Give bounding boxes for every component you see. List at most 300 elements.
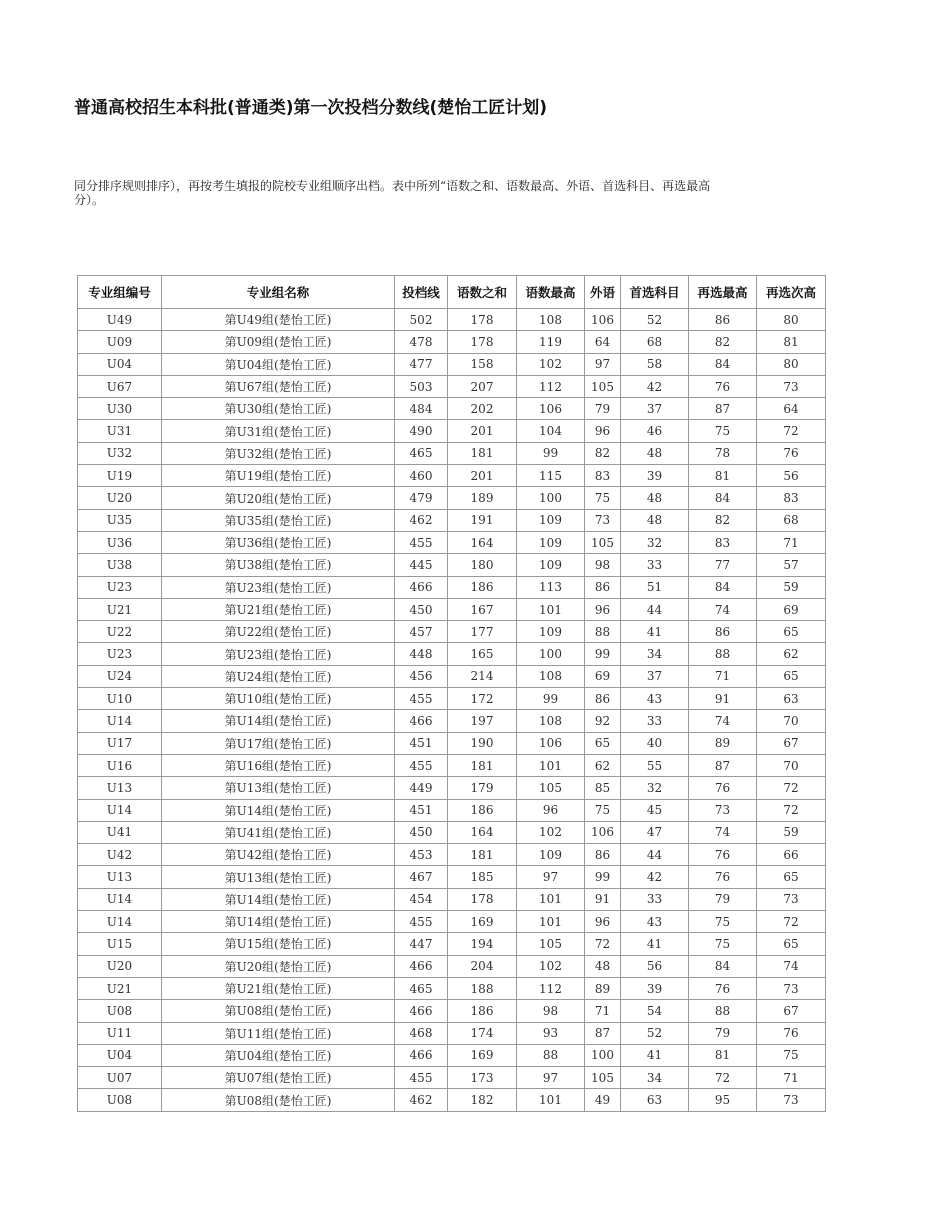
- cell-elective-highest: 73: [689, 799, 757, 821]
- cell-group-name: 第U67组(楚怡工匠): [162, 375, 395, 397]
- cell-group-code: U14: [78, 888, 162, 910]
- cell-foreign-language: 92: [585, 710, 621, 732]
- table-row: [78, 955, 826, 977]
- column-header-chinese-math-max: 语数最高: [517, 276, 585, 309]
- cell-cutoff: 466: [395, 955, 448, 977]
- cell-cutoff: 460: [395, 465, 448, 487]
- cell-elective-second: 68: [757, 509, 826, 531]
- column-header-cutoff: 投档线: [395, 276, 448, 309]
- cell-chinese-math-sum: 202: [448, 398, 517, 420]
- table-row: [78, 398, 826, 420]
- cell-elective-highest: 74: [689, 821, 757, 843]
- cell-group-name: 第U21组(楚怡工匠): [162, 977, 395, 999]
- cell-group-name: 第U38组(楚怡工匠): [162, 554, 395, 576]
- cell-primary-subject: 45: [621, 799, 689, 821]
- cell-cutoff: 465: [395, 977, 448, 999]
- cell-elective-highest: 87: [689, 754, 757, 776]
- cell-foreign-language: 64: [585, 331, 621, 353]
- cell-chinese-math-sum: 177: [448, 621, 517, 643]
- cell-group-code: U21: [78, 977, 162, 999]
- cell-elective-second: 70: [757, 754, 826, 776]
- cell-cutoff: 484: [395, 398, 448, 420]
- cell-cutoff: 490: [395, 420, 448, 442]
- cell-group-code: U21: [78, 598, 162, 620]
- cell-elective-highest: 76: [689, 375, 757, 397]
- cell-group-code: U07: [78, 1067, 162, 1089]
- cell-chinese-math-max: 106: [517, 398, 585, 420]
- cell-chinese-math-sum: 165: [448, 643, 517, 665]
- cell-chinese-math-max: 101: [517, 911, 585, 933]
- cell-group-name: 第U14组(楚怡工匠): [162, 911, 395, 933]
- cell-cutoff: 456: [395, 665, 448, 687]
- cell-primary-subject: 48: [621, 442, 689, 464]
- cell-chinese-math-max: 106: [517, 732, 585, 754]
- cell-foreign-language: 71: [585, 1000, 621, 1022]
- cell-group-code: U10: [78, 688, 162, 710]
- cell-chinese-math-sum: 178: [448, 309, 517, 331]
- cell-foreign-language: 91: [585, 888, 621, 910]
- cell-cutoff: 479: [395, 487, 448, 509]
- cell-group-code: U42: [78, 844, 162, 866]
- note-line: 同分排序规则排序），再按考生填报的院校专业组顺序出档。表中所列“语数之和、语数最高、外语、首选科目、再选最高: [74, 179, 711, 193]
- cell-group-code: U15: [78, 933, 162, 955]
- cell-chinese-math-max: 119: [517, 331, 585, 353]
- cell-chinese-math-max: 105: [517, 933, 585, 955]
- cell-foreign-language: 65: [585, 732, 621, 754]
- cell-chinese-math-max: 108: [517, 710, 585, 732]
- cell-elective-highest: 75: [689, 420, 757, 442]
- cell-elective-highest: 74: [689, 710, 757, 732]
- cell-chinese-math-max: 109: [517, 844, 585, 866]
- cell-foreign-language: 48: [585, 955, 621, 977]
- cell-cutoff: 466: [395, 1044, 448, 1066]
- cell-primary-subject: 34: [621, 643, 689, 665]
- table-row: [78, 509, 826, 531]
- cell-group-name: 第U15组(楚怡工匠): [162, 933, 395, 955]
- cell-chinese-math-max: 109: [517, 621, 585, 643]
- cell-primary-subject: 46: [621, 420, 689, 442]
- table-row: [78, 420, 826, 442]
- column-header-foreign-language: 外语: [585, 276, 621, 309]
- cell-primary-subject: 55: [621, 754, 689, 776]
- cell-primary-subject: 43: [621, 688, 689, 710]
- table-row: [78, 531, 826, 553]
- cell-elective-highest: 89: [689, 732, 757, 754]
- cell-group-code: U13: [78, 866, 162, 888]
- cell-group-name: 第U08组(楚怡工匠): [162, 1089, 395, 1111]
- cell-cutoff: 467: [395, 866, 448, 888]
- cell-elective-highest: 95: [689, 1089, 757, 1111]
- column-header-primary-subject: 首选科目: [621, 276, 689, 309]
- cell-chinese-math-sum: 180: [448, 554, 517, 576]
- cell-primary-subject: 41: [621, 1044, 689, 1066]
- cell-elective-second: 75: [757, 1044, 826, 1066]
- table-row: [78, 643, 826, 665]
- cell-elective-second: 56: [757, 465, 826, 487]
- cell-elective-second: 72: [757, 799, 826, 821]
- cell-foreign-language: 82: [585, 442, 621, 464]
- cell-chinese-math-sum: 178: [448, 888, 517, 910]
- table-row: [78, 933, 826, 955]
- cell-foreign-language: 88: [585, 621, 621, 643]
- cell-chinese-math-sum: 174: [448, 1022, 517, 1044]
- cell-primary-subject: 41: [621, 621, 689, 643]
- cell-primary-subject: 44: [621, 598, 689, 620]
- cell-elective-second: 72: [757, 911, 826, 933]
- table-row: [78, 353, 826, 375]
- cell-cutoff: 455: [395, 688, 448, 710]
- cell-primary-subject: 33: [621, 888, 689, 910]
- cell-group-code: U17: [78, 732, 162, 754]
- cell-chinese-math-sum: 186: [448, 1000, 517, 1022]
- cell-elective-second: 64: [757, 398, 826, 420]
- cell-elective-highest: 76: [689, 777, 757, 799]
- cell-group-code: U31: [78, 420, 162, 442]
- cell-group-name: 第U31组(楚怡工匠): [162, 420, 395, 442]
- table-row: [78, 1022, 826, 1044]
- cell-cutoff: 465: [395, 442, 448, 464]
- cell-group-name: 第U41组(楚怡工匠): [162, 821, 395, 843]
- cell-chinese-math-max: 105: [517, 777, 585, 799]
- cell-chinese-math-max: 101: [517, 598, 585, 620]
- cell-group-name: 第U17组(楚怡工匠): [162, 732, 395, 754]
- cell-group-name: 第U24组(楚怡工匠): [162, 665, 395, 687]
- cell-group-code: U23: [78, 576, 162, 598]
- cell-elective-second: 65: [757, 866, 826, 888]
- cell-group-name: 第U04组(楚怡工匠): [162, 353, 395, 375]
- table-row: [78, 866, 826, 888]
- cell-foreign-language: 73: [585, 509, 621, 531]
- cell-group-code: U36: [78, 531, 162, 553]
- cell-chinese-math-max: 88: [517, 1044, 585, 1066]
- cell-foreign-language: 83: [585, 465, 621, 487]
- cell-primary-subject: 51: [621, 576, 689, 598]
- cell-group-code: U08: [78, 1089, 162, 1111]
- cell-chinese-math-max: 113: [517, 576, 585, 598]
- cell-foreign-language: 62: [585, 754, 621, 776]
- cell-chinese-math-sum: 182: [448, 1089, 517, 1111]
- cell-chinese-math-sum: 186: [448, 576, 517, 598]
- cell-cutoff: 450: [395, 598, 448, 620]
- cell-elective-highest: 83: [689, 531, 757, 553]
- cell-chinese-math-sum: 186: [448, 799, 517, 821]
- cell-chinese-math-max: 102: [517, 353, 585, 375]
- cell-elective-highest: 86: [689, 621, 757, 643]
- cell-group-code: U22: [78, 621, 162, 643]
- cell-elective-second: 59: [757, 821, 826, 843]
- cell-group-name: 第U13组(楚怡工匠): [162, 777, 395, 799]
- cell-chinese-math-max: 108: [517, 665, 585, 687]
- cell-elective-highest: 88: [689, 1000, 757, 1022]
- column-header-elective-highest: 再选最高: [689, 276, 757, 309]
- cell-foreign-language: 96: [585, 420, 621, 442]
- cell-group-name: 第U14组(楚怡工匠): [162, 888, 395, 910]
- cell-primary-subject: 48: [621, 487, 689, 509]
- cell-primary-subject: 44: [621, 844, 689, 866]
- cell-group-code: U16: [78, 754, 162, 776]
- cell-group-code: U20: [78, 487, 162, 509]
- table-row: [78, 375, 826, 397]
- cell-cutoff: 455: [395, 1067, 448, 1089]
- cell-foreign-language: 75: [585, 799, 621, 821]
- cell-elective-second: 72: [757, 420, 826, 442]
- cell-chinese-math-sum: 169: [448, 911, 517, 933]
- cell-group-name: 第U10组(楚怡工匠): [162, 688, 395, 710]
- cell-chinese-math-sum: 169: [448, 1044, 517, 1066]
- cell-elective-second: 73: [757, 375, 826, 397]
- cell-elective-second: 80: [757, 353, 826, 375]
- cell-chinese-math-sum: 190: [448, 732, 517, 754]
- table-row: [78, 442, 826, 464]
- cell-chinese-math-sum: 201: [448, 420, 517, 442]
- cell-elective-second: 57: [757, 554, 826, 576]
- cell-cutoff: 449: [395, 777, 448, 799]
- cell-group-name: 第U19组(楚怡工匠): [162, 465, 395, 487]
- cell-group-code: U67: [78, 375, 162, 397]
- cell-primary-subject: 32: [621, 531, 689, 553]
- cell-elective-second: 83: [757, 487, 826, 509]
- cell-cutoff: 453: [395, 844, 448, 866]
- cell-cutoff: 451: [395, 732, 448, 754]
- cell-group-code: U41: [78, 821, 162, 843]
- cell-group-code: U23: [78, 643, 162, 665]
- cell-elective-highest: 87: [689, 398, 757, 420]
- cell-cutoff: 466: [395, 710, 448, 732]
- table-row: [78, 732, 826, 754]
- cell-cutoff: 455: [395, 754, 448, 776]
- cell-chinese-math-max: 101: [517, 1089, 585, 1111]
- cell-primary-subject: 63: [621, 1089, 689, 1111]
- cell-primary-subject: 34: [621, 1067, 689, 1089]
- table-row: [78, 754, 826, 776]
- cell-chinese-math-max: 98: [517, 1000, 585, 1022]
- cell-chinese-math-sum: 185: [448, 866, 517, 888]
- cell-primary-subject: 32: [621, 777, 689, 799]
- cell-group-name: 第U42组(楚怡工匠): [162, 844, 395, 866]
- cell-chinese-math-sum: 201: [448, 465, 517, 487]
- cell-elective-second: 67: [757, 1000, 826, 1022]
- cell-elective-highest: 84: [689, 487, 757, 509]
- cell-group-name: 第U07组(楚怡工匠): [162, 1067, 395, 1089]
- cell-primary-subject: 43: [621, 911, 689, 933]
- cell-foreign-language: 86: [585, 688, 621, 710]
- cell-chinese-math-max: 112: [517, 977, 585, 999]
- cell-elective-second: 65: [757, 933, 826, 955]
- cell-elective-second: 66: [757, 844, 826, 866]
- cell-primary-subject: 52: [621, 309, 689, 331]
- cell-cutoff: 447: [395, 933, 448, 955]
- cell-foreign-language: 89: [585, 977, 621, 999]
- cell-primary-subject: 42: [621, 866, 689, 888]
- cell-foreign-language: 99: [585, 643, 621, 665]
- column-header-elective-second: 再选次高: [757, 276, 826, 309]
- cell-chinese-math-sum: 194: [448, 933, 517, 955]
- cell-elective-second: 59: [757, 576, 826, 598]
- cell-group-code: U11: [78, 1022, 162, 1044]
- table-row: [78, 688, 826, 710]
- cell-group-name: 第U23组(楚怡工匠): [162, 643, 395, 665]
- cell-chinese-math-max: 93: [517, 1022, 585, 1044]
- cell-elective-highest: 77: [689, 554, 757, 576]
- cell-chinese-math-max: 102: [517, 955, 585, 977]
- cell-group-name: 第U36组(楚怡工匠): [162, 531, 395, 553]
- cell-group-code: U09: [78, 331, 162, 353]
- cell-group-name: 第U21组(楚怡工匠): [162, 598, 395, 620]
- cell-primary-subject: 56: [621, 955, 689, 977]
- cell-elective-second: 72: [757, 777, 826, 799]
- cell-chinese-math-sum: 204: [448, 955, 517, 977]
- cell-group-name: 第U20组(楚怡工匠): [162, 955, 395, 977]
- cell-group-name: 第U16组(楚怡工匠): [162, 754, 395, 776]
- cell-chinese-math-max: 99: [517, 688, 585, 710]
- cell-foreign-language: 99: [585, 866, 621, 888]
- cell-elective-highest: 78: [689, 442, 757, 464]
- cell-primary-subject: 47: [621, 821, 689, 843]
- cell-chinese-math-sum: 207: [448, 375, 517, 397]
- cell-foreign-language: 105: [585, 1067, 621, 1089]
- cell-cutoff: 445: [395, 554, 448, 576]
- cell-elective-second: 73: [757, 977, 826, 999]
- cell-cutoff: 457: [395, 621, 448, 643]
- cell-elective-highest: 86: [689, 309, 757, 331]
- cell-elective-highest: 79: [689, 1022, 757, 1044]
- table-row: [78, 977, 826, 999]
- cell-group-name: 第U32组(楚怡工匠): [162, 442, 395, 464]
- cell-elective-highest: 88: [689, 643, 757, 665]
- cell-chinese-math-sum: 188: [448, 977, 517, 999]
- cell-chinese-math-max: 102: [517, 821, 585, 843]
- cell-cutoff: 462: [395, 1089, 448, 1111]
- cell-foreign-language: 86: [585, 844, 621, 866]
- cell-group-code: U14: [78, 799, 162, 821]
- cell-chinese-math-max: 101: [517, 754, 585, 776]
- table-row: [78, 331, 826, 353]
- cell-chinese-math-max: 100: [517, 643, 585, 665]
- cell-foreign-language: 69: [585, 665, 621, 687]
- cell-elective-highest: 76: [689, 977, 757, 999]
- cell-group-code: U14: [78, 710, 162, 732]
- cell-chinese-math-sum: 173: [448, 1067, 517, 1089]
- cell-group-code: U08: [78, 1000, 162, 1022]
- cell-primary-subject: 33: [621, 710, 689, 732]
- cell-cutoff: 502: [395, 309, 448, 331]
- cell-chinese-math-sum: 164: [448, 531, 517, 553]
- cell-primary-subject: 39: [621, 977, 689, 999]
- cell-foreign-language: 98: [585, 554, 621, 576]
- explanatory-note: [74, 179, 950, 207]
- cell-primary-subject: 58: [621, 353, 689, 375]
- cell-primary-subject: 52: [621, 1022, 689, 1044]
- table-row: [78, 799, 826, 821]
- cell-elective-highest: 82: [689, 331, 757, 353]
- cell-group-name: 第U35组(楚怡工匠): [162, 509, 395, 531]
- table-row: [78, 710, 826, 732]
- cell-foreign-language: 87: [585, 1022, 621, 1044]
- cell-group-name: 第U13组(楚怡工匠): [162, 866, 395, 888]
- table-row: [78, 487, 826, 509]
- cell-primary-subject: 33: [621, 554, 689, 576]
- cell-cutoff: 462: [395, 509, 448, 531]
- cell-primary-subject: 40: [621, 732, 689, 754]
- cell-elective-second: 65: [757, 665, 826, 687]
- cell-foreign-language: 106: [585, 821, 621, 843]
- cell-elective-highest: 84: [689, 353, 757, 375]
- cell-chinese-math-max: 99: [517, 442, 585, 464]
- cell-elective-highest: 75: [689, 933, 757, 955]
- cell-chinese-math-sum: 158: [448, 353, 517, 375]
- cell-cutoff: 455: [395, 531, 448, 553]
- cell-chinese-math-max: 96: [517, 799, 585, 821]
- cell-group-name: 第U23组(楚怡工匠): [162, 576, 395, 598]
- cell-group-code: U04: [78, 1044, 162, 1066]
- table-row: [78, 888, 826, 910]
- cell-chinese-math-max: 97: [517, 1067, 585, 1089]
- cell-cutoff: 478: [395, 331, 448, 353]
- cell-group-name: 第U08组(楚怡工匠): [162, 1000, 395, 1022]
- cell-elective-second: 74: [757, 955, 826, 977]
- cell-cutoff: 477: [395, 353, 448, 375]
- cell-primary-subject: 39: [621, 465, 689, 487]
- cell-foreign-language: 96: [585, 911, 621, 933]
- table-row: [78, 554, 826, 576]
- table-row: [78, 1089, 826, 1111]
- cell-group-name: 第U14组(楚怡工匠): [162, 799, 395, 821]
- cell-elective-highest: 76: [689, 866, 757, 888]
- cell-chinese-math-sum: 164: [448, 821, 517, 843]
- cell-elective-highest: 81: [689, 1044, 757, 1066]
- cell-elective-second: 69: [757, 598, 826, 620]
- cell-chinese-math-max: 112: [517, 375, 585, 397]
- cell-foreign-language: 105: [585, 531, 621, 553]
- cell-chinese-math-max: 109: [517, 531, 585, 553]
- table-header-row: [78, 276, 826, 309]
- cell-elective-second: 73: [757, 888, 826, 910]
- column-header-group-code: 专业组编号: [78, 276, 162, 309]
- cell-elective-second: 63: [757, 688, 826, 710]
- column-header-chinese-math-sum: 语数之和: [448, 276, 517, 309]
- cell-group-code: U14: [78, 911, 162, 933]
- cell-chinese-math-sum: 167: [448, 598, 517, 620]
- cell-chinese-math-max: 108: [517, 309, 585, 331]
- cell-primary-subject: 37: [621, 398, 689, 420]
- cell-chinese-math-max: 100: [517, 487, 585, 509]
- cell-cutoff: 455: [395, 911, 448, 933]
- cell-group-code: U49: [78, 309, 162, 331]
- table-row: [78, 1044, 826, 1066]
- cell-elective-highest: 82: [689, 509, 757, 531]
- table-row: [78, 1067, 826, 1089]
- cell-foreign-language: 106: [585, 309, 621, 331]
- cell-foreign-language: 97: [585, 353, 621, 375]
- cell-group-code: U35: [78, 509, 162, 531]
- cell-cutoff: 466: [395, 576, 448, 598]
- cell-group-name: 第U30组(楚怡工匠): [162, 398, 395, 420]
- table-row: [78, 598, 826, 620]
- table-row: [78, 309, 826, 331]
- cell-chinese-math-sum: 172: [448, 688, 517, 710]
- cell-foreign-language: 79: [585, 398, 621, 420]
- cell-foreign-language: 49: [585, 1089, 621, 1111]
- cell-primary-subject: 54: [621, 1000, 689, 1022]
- cell-chinese-math-sum: 191: [448, 509, 517, 531]
- cell-elective-second: 80: [757, 309, 826, 331]
- cell-foreign-language: 75: [585, 487, 621, 509]
- cell-cutoff: 448: [395, 643, 448, 665]
- cell-elective-second: 76: [757, 442, 826, 464]
- cell-elective-highest: 84: [689, 576, 757, 598]
- table-row: [78, 844, 826, 866]
- cell-cutoff: 454: [395, 888, 448, 910]
